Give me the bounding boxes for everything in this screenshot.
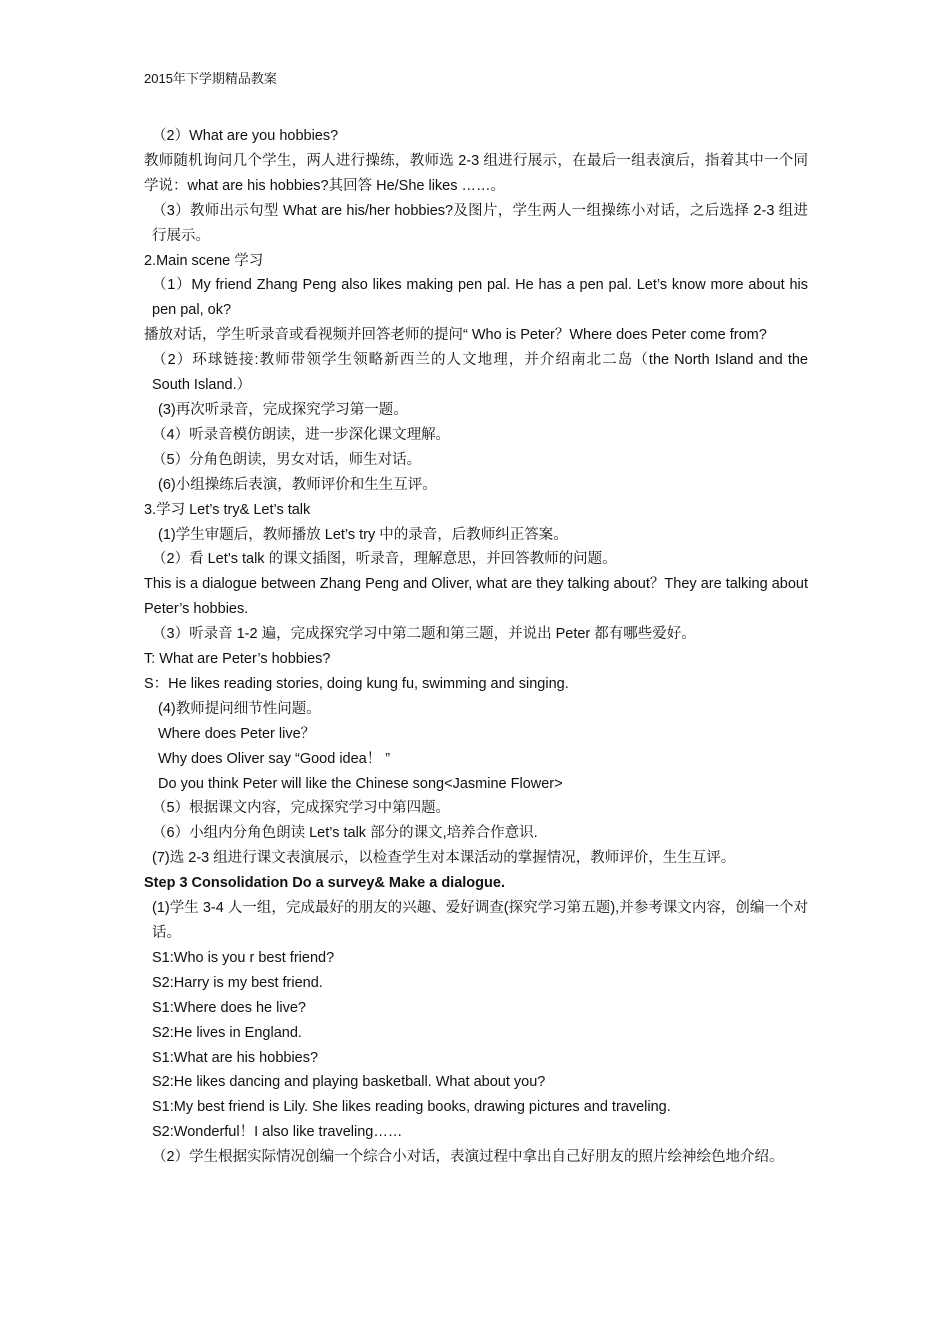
text-line: Do you think Peter will like the Chinese song<Jasmine Flower> (158, 775, 563, 792)
text-line: 教师随机询问几个学生，两人进行操练，教师选 2-3 组进行展示，在最后一组表演后，指着其中一个同学说：what are his hobbies?其回答 He/She likes ……。 (144, 152, 808, 194)
page-header: 2015年下学期精品教案 (144, 71, 277, 86)
text-line: (3)再次听录音，完成探究学习第一题。 (158, 401, 408, 418)
text-line: S1:What are his hobbies? (152, 1049, 319, 1066)
text-line: (1)学生审题后，教师播放 Let’s try 中的录音，后教师纠正答案。 (158, 526, 568, 543)
text-line: （4）听录音模仿朗读，进一步深化课文理解。 (152, 426, 451, 443)
text-line: S1:Where does he live? (152, 999, 306, 1016)
text-line: S1:Who is you r best friend? (152, 949, 335, 966)
text-line: This is a dialogue between Zhang Peng and Oliver, what are they talking about？They are talking about Peter’s hobbies. (144, 576, 808, 618)
text-line: Step 3 Consolidation Do a survey& Make a dialogue. (144, 875, 505, 892)
text-line: Where does Peter live？ (158, 725, 316, 742)
text-line: S：He likes reading stories, doing kung fu, swimming and singing. (144, 675, 569, 692)
text-line: Why does Oliver say “Good idea！ ” (158, 750, 391, 767)
text-line: S2:He likes dancing and playing basketball. What about you? (152, 1074, 546, 1091)
text-line: （2）看 Let’s talk 的课文插图，听录音，理解意思，并回答教师的问题。 (152, 551, 617, 568)
text-line: S1:My best friend is Lily. She likes reading books, drawing pictures and traveling. (152, 1099, 671, 1116)
text-line: S2:Wonderful！I also like traveling…… (152, 1124, 403, 1141)
text-line: S2:Harry is my best friend. (152, 974, 323, 991)
text-line: (4)教师提问细节性问题。 (158, 700, 321, 717)
text-line: （6）小组内分角色朗读 Let’s talk 部分的课文,培养合作意识. (152, 825, 538, 842)
text-line: （2）环球链接:教师带领学生领略新西兰的人文地理，并介绍南北二岛（the North Island and the South Island.） (152, 352, 808, 394)
text-line: （5）根据课文内容，完成探究学习中第四题。 (152, 800, 451, 817)
text-line: S2:He lives in England. (152, 1024, 302, 1041)
text-line: (7)选 2-3 组进行课文表演展示，以检查学生对本课活动的掌握情况，教师评价，生生互评。 (152, 850, 736, 867)
text-line: （1）My friend Zhang Peng also likes making pen pal. He has a pen pal. Let’s know more about his pen pal, ok? (152, 277, 808, 319)
text-line: T: What are Peter’s hobbies? (144, 651, 331, 668)
text-line: 2.Main scene 学习 (144, 252, 264, 269)
document-body (144, 124, 808, 1170)
text-line: 3.学习 Let’s try& Let’s talk (144, 501, 311, 518)
text-line: (6)小组操练后表演，教师评价和生生互评。 (158, 476, 437, 493)
text-line: （2）What are you hobbies? (152, 128, 339, 144)
text-line: （3）教师出示句型 What are his/her hobbies?及图片，学生两人一组操练小对话，之后选择 2-3 组进行展示。 (152, 202, 808, 244)
text-line: （2）学生根据实际情况创编一个综合小对话，表演过程中拿出自己好朋友的照片绘神绘色地介绍。 (152, 1149, 784, 1166)
text-line: (1)学生 3-4 人一组，完成最好的朋友的兴趣、爱好调查(探究学习第五题),并参考课文内容，创编一个对话。 (152, 900, 808, 941)
text-line: （5）分角色朗读，男女对话，师生对话。 (152, 451, 422, 468)
text-line: （3）听录音 1-2 遍，完成探究学习中第二题和第三题，并说出 Peter 都有哪些爱好。 (152, 626, 696, 643)
text-line: 播放对话，学生听录音或看视频并回答老师的提问“ Who is Peter？Where does Peter come from? (144, 327, 767, 344)
